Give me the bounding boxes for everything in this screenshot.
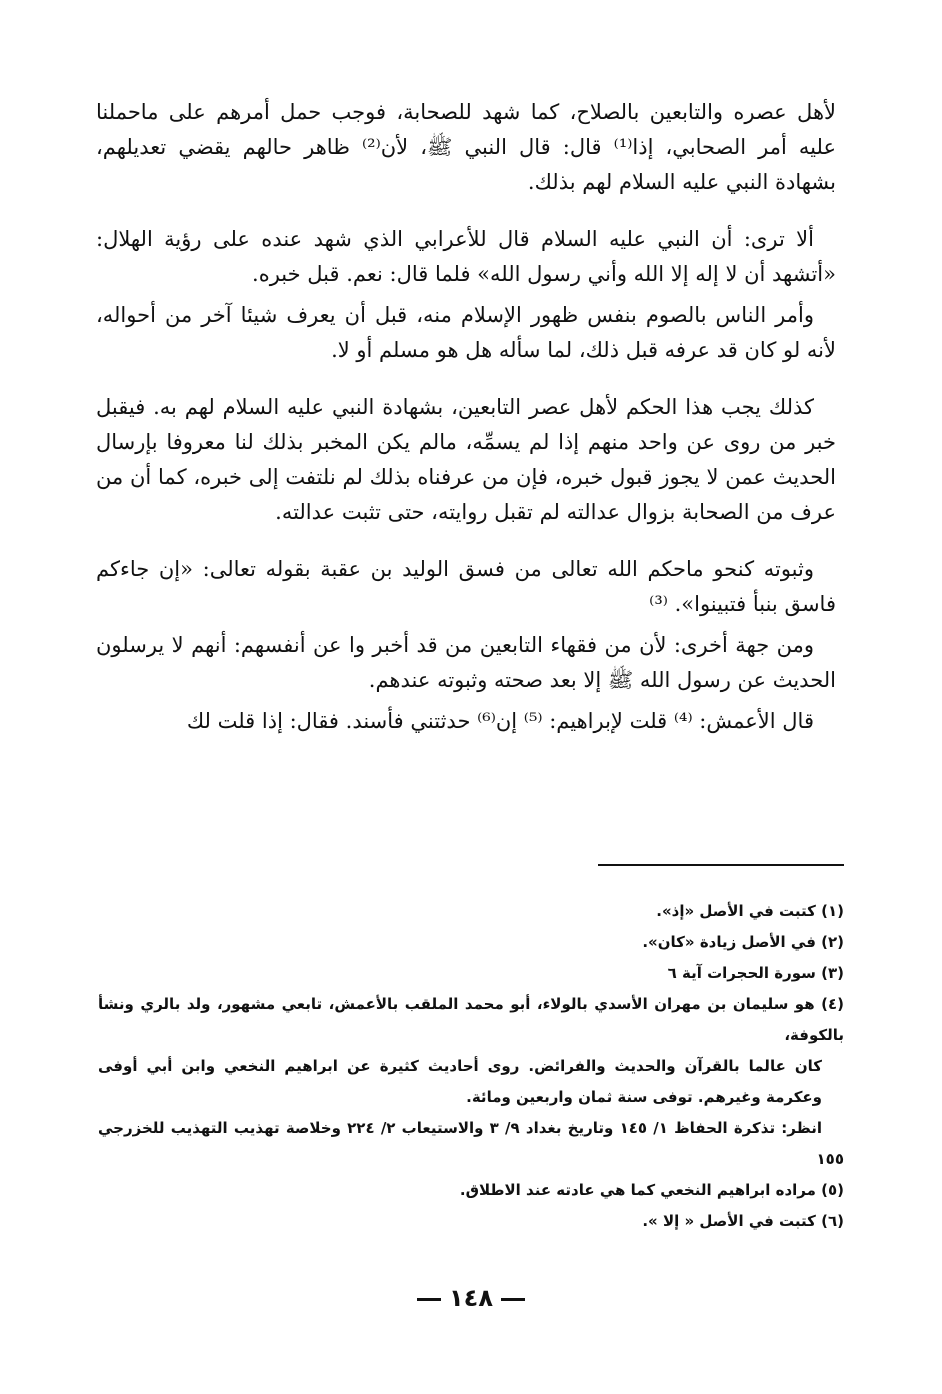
footnote-4-continued: كان عالما بالقرآن والحديث والفرائض. روى أحاديث كثيرة عن ابراهيم النخعي وابن أبي أوفى وعكرمة وغيرهم. توفى سنة ثمان واربعين ومائة. bbox=[98, 1057, 822, 1106]
paragraph-6: ومن جهة أخرى: لأن من فقهاء التابعين من قد أخبر وا عن أنفسهم: أنهم لا يرسلون الحديث عن رسول الله ﷺ إلا بعد صحته وثبوته عندهم. bbox=[96, 633, 836, 692]
footnote-2: (٢) في الأصل زيادة «كان». bbox=[642, 933, 844, 951]
page-number-dash-right bbox=[501, 1298, 525, 1301]
footnotes bbox=[98, 896, 844, 1237]
footnote-4: (٤) هو سليمان بن مهران الأسدي بالولاء، أبو محمد الملقب بالأعمش، تابعي مشهور، ولد بالري ونشأ بالكوفة، bbox=[98, 995, 844, 1044]
paragraph-5: وثبوته كنحو ماحكم الله تعالى من فسق الوليد بن عقبة بقوله تعالى: «إن جاءكم فاسق بنبأ فتبينوا». ⁽³⁾ bbox=[96, 557, 836, 616]
page-number-value: ١٤٨ bbox=[449, 1284, 493, 1312]
main-text-body bbox=[96, 95, 836, 761]
footnote-1: (١) كتبت في الأصل «إذ». bbox=[656, 902, 844, 920]
footnote-4-references: انظر: تذكرة الحفاظ ١/ ١٤٥ وتاريخ بغداد ٩/ ٣ والاستيعاب ٢/ ٢٢٤ وخلاصة تهذيب التهذيب للخزرجي ١٥٥ bbox=[98, 1119, 844, 1168]
footnote-6: (٦) كتبت في الأصل « إلا ». bbox=[642, 1212, 844, 1230]
paragraph-3: وأمر الناس بالصوم بنفس ظهور الإسلام منه، قبل أن يعرف شيئا آخر من أحواله، لأنه لو كان قد عرفه قبل ذلك، لما سأله هل هو مسلم أو لا. bbox=[96, 303, 836, 362]
paragraph-2: ألا ترى: أن النبي عليه السلام قال للأعرابي الذي شهد عنده على رؤية الهلال: «أتشهد أن لا إله إلا الله وأني رسول الله» فلما قال: نعم. قبل خبره. bbox=[96, 227, 836, 286]
paragraph-1: لأهل عصره والتابعين بالصلاح، كما شهد للصحابة، فوجب حمل أمرهم على ماحملنا عليه أمر الصحابي، إذا⁽¹⁾ قال: قال النبي ﷺ، لأن⁽²⁾ ظاهر حالهم يقضي تعديلهم، بشهادة النبي عليه السلام لهم بذلك. bbox=[96, 100, 836, 194]
paragraph-4: كذلك يجب هذا الحكم لأهل عصر التابعين، بشهادة النبي عليه السلام لهم به. فيقبل خبر من روى عن واحد منهم إذا لم يسمِّه، مالم يكن المخبر بذلك لنا معروفا بإرسال الحديث عمن لا يجوز قبول خبره، فإن من عرفناه بذلك لم نلتفت إلى خبره، كما أن من عرف من الصحابة بزوال عدالته لم تقبل روايته، حتى تثبت عدالته. bbox=[96, 395, 836, 524]
page-number bbox=[0, 1284, 942, 1312]
footnote-5: (٥) مراده ابراهيم النخعي كما هي عادته عند الاطلاق. bbox=[459, 1181, 844, 1199]
page-number-dash-left bbox=[417, 1298, 441, 1301]
footnote-3: (٣) سورة الحجرات آية ٦ bbox=[667, 964, 844, 982]
footnote-divider bbox=[598, 864, 844, 866]
paragraph-7: قال الأعمش: ⁽⁴⁾ قلت لإبراهيم: ⁽⁵⁾ إن⁽⁶⁾ حدثتني فأسند. فقال: إذا قلت لك bbox=[186, 709, 814, 733]
